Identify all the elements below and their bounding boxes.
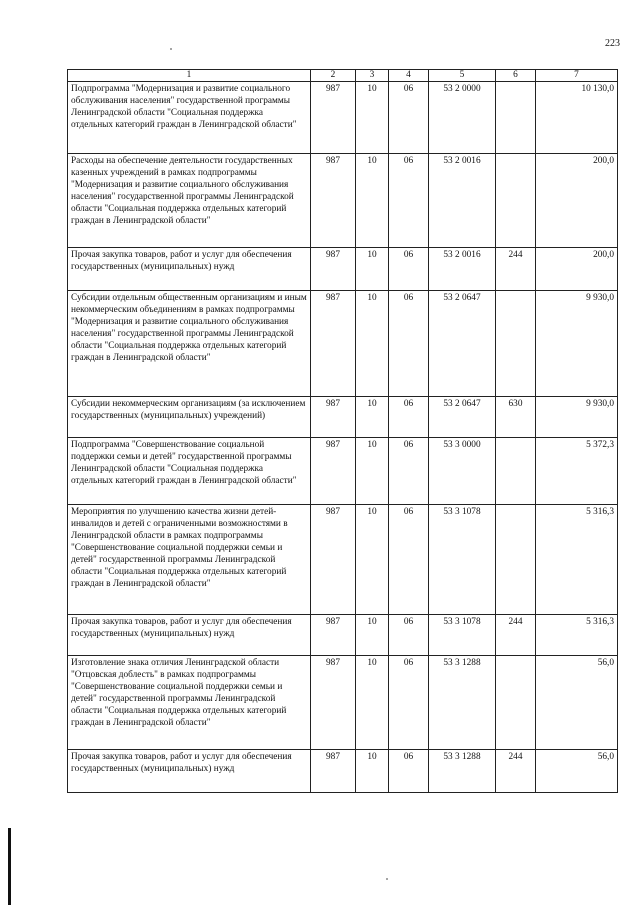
header-cell: 7 [536, 70, 618, 82]
table-row [68, 154, 618, 248]
row-section-code: 10 [356, 438, 389, 505]
row-target-code: 53 2 0016 [429, 154, 496, 248]
row-expense-type: 244 [496, 248, 536, 291]
row-name: Субсидии некоммерческим организациям (за исключением государственных (муниципальных) учреждений) [68, 397, 311, 438]
row-section-code: 10 [356, 154, 389, 248]
row-ministry-code: 987 [311, 505, 356, 615]
header-row [68, 70, 618, 82]
row-amount: 56,0 [536, 656, 618, 750]
row-subsection-code: 06 [389, 82, 429, 154]
row-expense-type: 244 [496, 750, 536, 793]
row-subsection-code: 06 [389, 438, 429, 505]
row-ministry-code: 987 [311, 438, 356, 505]
row-name: Прочая закупка товаров, работ и услуг для обеспечения государственных (муниципальных) нужд [68, 750, 311, 793]
row-subsection-code: 06 [389, 615, 429, 656]
table-row [68, 438, 618, 505]
row-expense-type [496, 438, 536, 505]
row-section-code: 10 [356, 750, 389, 793]
row-target-code: 53 3 1078 [429, 615, 496, 656]
header-cell: 1 [68, 70, 311, 82]
row-amount: 56,0 [536, 750, 618, 793]
page-number: 223 [605, 38, 620, 49]
table-row [68, 615, 618, 656]
table-row [68, 505, 618, 615]
row-expense-type [496, 656, 536, 750]
row-target-code: 53 2 0000 [429, 82, 496, 154]
row-subsection-code: 06 [389, 397, 429, 438]
row-name: Изготовление знака отличия Ленинградской области "Отцовская доблесть" в рамках подпрограммы "Совершенствование социальной поддержки семьи и детей" государственной программы Ленинградской области "Социальная поддержка отдельных категорий граждан в Ленинградской области" [68, 656, 311, 750]
row-subsection-code: 06 [389, 505, 429, 615]
table-row [68, 248, 618, 291]
row-section-code: 10 [356, 397, 389, 438]
row-target-code: 53 3 0000 [429, 438, 496, 505]
row-name: Мероприятия по улучшению качества жизни детей-инвалидов и детей с ограниченными возможностями в Ленинградской области в рамках подпрограммы "Совершенствование социальной поддержки семьи и детей" государственной программы Ленинградской области "Социальная поддержка отдельных категорий граждан в Ленинградской области" [68, 505, 311, 615]
table-row [68, 656, 618, 750]
row-target-code: 53 2 0016 [429, 248, 496, 291]
row-subsection-code: 06 [389, 656, 429, 750]
row-amount: 9 930,0 [536, 291, 618, 397]
row-section-code: 10 [356, 656, 389, 750]
table-row [68, 750, 618, 793]
row-amount: 5 316,3 [536, 505, 618, 615]
budget-table [67, 69, 618, 793]
row-ministry-code: 987 [311, 750, 356, 793]
row-target-code: 53 3 1078 [429, 505, 496, 615]
header-cell: 3 [356, 70, 389, 82]
header-cell: 6 [496, 70, 536, 82]
row-ministry-code: 987 [311, 291, 356, 397]
header-cell: 2 [311, 70, 356, 82]
table-row [68, 397, 618, 438]
row-amount: 5 316,3 [536, 615, 618, 656]
row-name: Подпрограмма "Модернизация и развитие социального обслуживания населения" государственной программы Ленинградской области "Социальная поддержка отдельных категорий граждан в Ленинградской области" [68, 82, 311, 154]
scan-speck [170, 48, 172, 50]
table-row [68, 291, 618, 397]
row-subsection-code: 06 [389, 750, 429, 793]
row-section-code: 10 [356, 615, 389, 656]
row-target-code: 53 3 1288 [429, 750, 496, 793]
row-ministry-code: 987 [311, 656, 356, 750]
row-section-code: 10 [356, 291, 389, 397]
row-expense-type: 244 [496, 615, 536, 656]
row-expense-type [496, 291, 536, 397]
binder-edge-mark [8, 828, 11, 905]
row-amount: 9 930,0 [536, 397, 618, 438]
header-cell: 4 [389, 70, 429, 82]
row-expense-type [496, 154, 536, 248]
row-ministry-code: 987 [311, 154, 356, 248]
row-name: Прочая закупка товаров, работ и услуг для обеспечения государственных (муниципальных) нужд [68, 248, 311, 291]
row-amount: 5 372,3 [536, 438, 618, 505]
row-section-code: 10 [356, 505, 389, 615]
row-name: Прочая закупка товаров, работ и услуг для обеспечения государственных (муниципальных) нужд [68, 615, 311, 656]
row-ministry-code: 987 [311, 615, 356, 656]
table-row [68, 82, 618, 154]
header-cell: 5 [429, 70, 496, 82]
row-name: Субсидии отдельным общественным организациям и иным некоммерческим объединениям в рамках подпрограммы "Модернизация и развитие социального обслуживания населения" государственной программы Ленинградской области "Социальная поддержка отдельных категорий граждан в Ленинградской области" [68, 291, 311, 397]
row-ministry-code: 987 [311, 397, 356, 438]
scan-speck [386, 878, 388, 880]
row-amount: 200,0 [536, 154, 618, 248]
row-expense-type [496, 505, 536, 615]
row-target-code: 53 3 1288 [429, 656, 496, 750]
row-name: Расходы на обеспечение деятельности государственных казенных учреждений в рамках подпрограммы "Модернизация и развитие социального обслуживания населения" государственной программы Ленинградской области "Социальная поддержка отдельных категорий граждан в Ленинградской области" [68, 154, 311, 248]
row-ministry-code: 987 [311, 82, 356, 154]
row-amount: 10 130,0 [536, 82, 618, 154]
row-subsection-code: 06 [389, 248, 429, 291]
row-section-code: 10 [356, 82, 389, 154]
row-section-code: 10 [356, 248, 389, 291]
row-subsection-code: 06 [389, 291, 429, 397]
row-expense-type: 630 [496, 397, 536, 438]
row-target-code: 53 2 0647 [429, 397, 496, 438]
row-name: Подпрограмма "Совершенствование социальной поддержки семьи и детей" государственной программы Ленинградской области "Социальная поддержка отдельных категорий граждан в Ленинградской области" [68, 438, 311, 505]
row-amount: 200,0 [536, 248, 618, 291]
row-expense-type [496, 82, 536, 154]
row-target-code: 53 2 0647 [429, 291, 496, 397]
row-subsection-code: 06 [389, 154, 429, 248]
row-ministry-code: 987 [311, 248, 356, 291]
